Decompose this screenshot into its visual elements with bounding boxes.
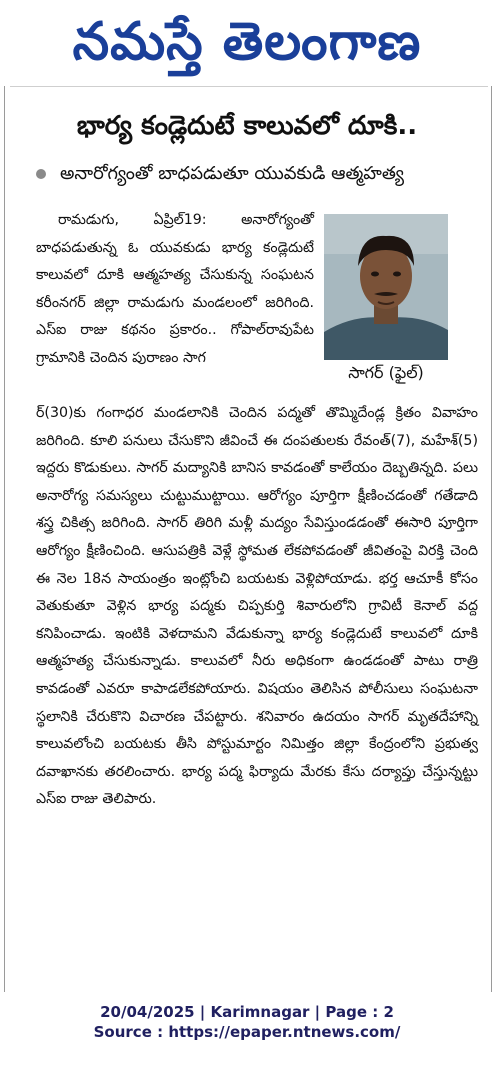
photo-caption: సాగర్ (ఫైల్): [348, 363, 424, 382]
masthead-title: నమస్తే తెలంగాణ: [72, 12, 422, 72]
article-body-top: రామడుగు, ఏప్రిల్19: అనారోగ్యంతో బాధపడుతున్న ఓ యువకుడు భార్య కండ్లెదుటే కాలువలో దూకి ఆత్మహత్య చేసుకున్న సంఘటన కరీంనగర్ జిల్లా రామడుగు మండలంలో జరిగింది. ఎస్ఐ రాజు కథనం ప్రకారం.. గోపాల్‌రావుపేట గ్రామానికి చెందిన పురాణం సాగ: [36, 212, 314, 366]
footer-date-edition: 20/04/2025 | Karimnagar | Page : 2: [100, 1003, 394, 1021]
article-subheadline: [36, 160, 486, 188]
portrait-photo: [324, 214, 448, 360]
article-photo-block: [324, 214, 448, 386]
portrait-illustration: [324, 214, 448, 360]
clipping-left-border: [4, 86, 5, 992]
subheadline-text: అనారోగ్యంతో బాధపడుతూ యువకుడి ఆత్మహత్య: [60, 163, 405, 184]
newspaper-masthead: [0, 6, 494, 78]
bullet-dot-icon: [36, 169, 46, 179]
clipping-right-border: [491, 86, 492, 992]
top-divider: [10, 86, 488, 87]
article-headline: భార్య కండ్లెదుటే కాలువలో దూకి..: [76, 111, 418, 141]
footer-source-link[interactable]: Source : https://epaper.ntnews.com/: [93, 1023, 401, 1041]
article-body-continued: ర్(30)కు గంగాధర మండలానికి చెందిన పద్మతో తొమ్మిదేండ్ల క్రితం వివాహం జరిగింది. కూలి పనులు చేసుకొని జీవించే ఈ దంపతులకు రేవంత్(7), మహేశ్(5) ఇద్దరు కొడుకులు. సాగర్ మద్యానికి బానిస కావడంతో కాలేయం దెబ్బతిన్నది. పలు అనారోగ్య సమస్యలు చుట్టుముట్టాయి. ఆరోగ్యం పూర్తిగా క్షీణించడంతో గతేడాది శస్త్ర చికిత్స జరిగింది. సాగర్ తిరిగి మళ్లీ మద్యం సేవిస్తుండడంతో ఈసారి పూర్తిగా ఆరోగ్యం క్షీణించింది. ఆసుపత్రికి వెళ్లే స్థోమత లేకపోవడంతో జీవితంపై విరక్తి చెంది ఈ నెల 18న సాయంత్రం ఇంట్లోంచి బయటకు వెళ్లిపోయాడు. భర్త ఆచూకీ కోసం వెతుకుతూ వెళ్లిన భార్య పద్మకు చిప్పకుర్తి శివారులోని గ్రావిటీ కెనాల్ వద్ద కనిపించాడు. ఇంటికి వెళదామని వేడుకున్నా భార్య కండ్లెదుటే కాలువలో దూకి ఆత్మహత్య చేసుకున్నాడు. కాలువలో నీరు అధికంగా ఉండడంతో పాటు రాత్రి కావడంతో ఎవరూ కాపాడలేకపోయారు. విషయం తెలిసిన పోలీసులు సంఘటనా స్థలానికి చేరుకొని విచారణ చేపట్టారు. శనివారం ఉదయం సాగర్ మృతదేహాన్ని కాలువలోంచి బయటకు తీసి పోస్టుమార్టం నిమిత్తం జిల్లా కేంద్రంలోని ప్రభుత్వ దవాఖానకు తరలించారు. భార్య పద్మ ఫిర్యాదు మేరకు కేసు దర్యాప్తు చేస్తున్నట్టు ఎస్ఐ రాజు తెలిపారు.: [36, 405, 478, 808]
clipping-footer: [0, 1002, 494, 1042]
